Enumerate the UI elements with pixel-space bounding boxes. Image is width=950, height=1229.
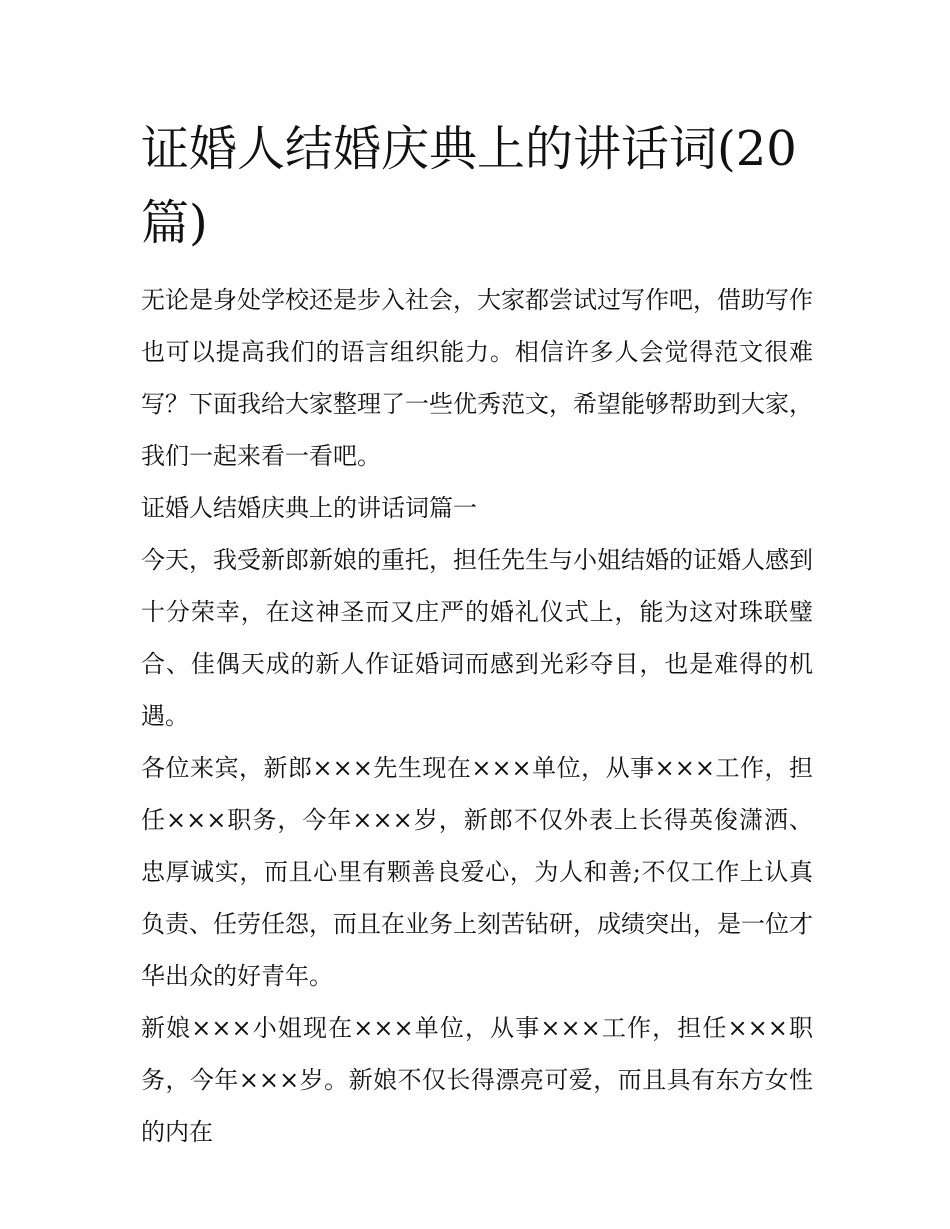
- body-paragraph: 今天，我受新郎新娘的重托，担任先生与小姐结婚的证婚人感到十分荣幸，在这神圣而又庄严的婚礼仪式上，能为这对珠联璧合、佳偶天成的新人作证婚词而感到光彩夺目，也是难得的机遇。: [141, 546, 813, 730]
- intro-paragraph: 无论是身处学校还是步入社会，大家都尝试过写作吧，借助写作也可以提高我们的语言组织能力。相信许多人会觉得范文很难写？下面我给大家整理了一些优秀范文，希望能够帮助到大家，我们一起来看一看吧。: [141, 286, 813, 470]
- body-paragraph: 各位来宾，新郎×××先生现在×××单位，从事×××工作，担任×××职务，今年×××岁，新郎不仅外表上长得英俊潇洒、忠厚诚实，而且心里有颗善良爱心，为人和善;不仅工作上认真负责、任劳任怨，而且在业务上刻苦钻研，成绩突出，是一位才华出众的好青年。: [141, 754, 813, 990]
- document-page: [141, 112, 813, 1158]
- document-title: 证婚人结婚庆典上的讲话词(20篇): [141, 121, 797, 251]
- body-paragraph: 新娘×××小姐现在×××单位，从事×××工作，担任×××职务，今年×××岁。新娘不仅长得漂亮可爱，而且具有东方女性的内在: [141, 1014, 813, 1146]
- section-heading: 证婚人结婚庆典上的讲话词篇一: [141, 494, 477, 522]
